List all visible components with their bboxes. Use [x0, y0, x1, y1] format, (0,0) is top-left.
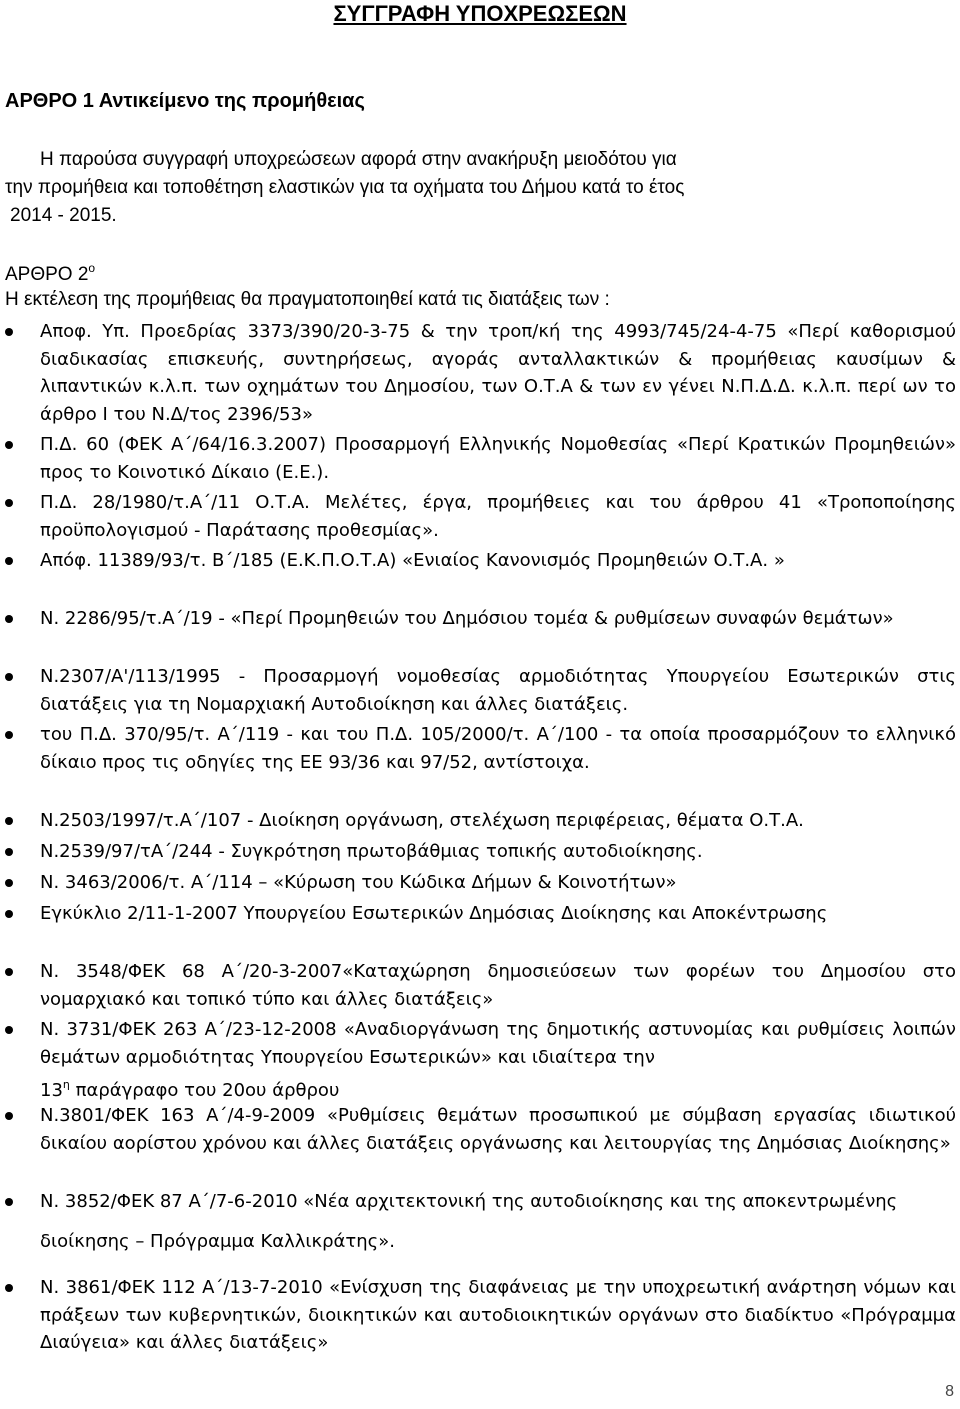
article-2-intro: Η εκτέλεση της προμήθειας θα πραγματοποιηθεί κατά τις διατάξεις των : — [5, 289, 610, 310]
law-text: Π.Δ. 60 (ΦΕΚ Α΄/64/16.3.2007) Προσαρμογή Ελληνικής Νομοθεσίας «Περί Κρατικών Προμηθειών» προς το Κοινοτικό Δίκαιο (Ε.Ε.). — [40, 434, 956, 483]
law-text-tail — [40, 1071, 956, 1105]
paragraph-number-sup: η — [62, 1078, 70, 1092]
bullet-icon — [5, 1198, 13, 1206]
list-item — [0, 900, 960, 955]
law-text: Ν.2539/97/τΑ΄/244 - Συγκρότηση πρωτοβάθμιας τοπικής αυτοδιοίκησης. — [40, 841, 703, 862]
bullet-icon — [5, 910, 13, 918]
list-item — [0, 318, 960, 428]
law-text: Ν. 2286/95/τ.Α΄/19 - «Περί Προμηθειών του Δημόσιου τομέα & ρυθμίσεων συναφών θεμάτων» — [40, 608, 894, 629]
list-item — [0, 958, 960, 1013]
page-number: 8 — [945, 1383, 954, 1400]
bullet-icon — [5, 879, 13, 887]
law-text: Ν. 3852/ΦΕΚ 87 Α΄/7-6-2010 «Νέα αρχιτεκτονική της αυτοδιοίκησης και της αποκεντρωμένης — [40, 1191, 898, 1212]
law-text: του Π.Δ. 370/95/τ. Α΄/119 - και του Π.Δ. 105/2000/τ. Α΄/100 - τα οποία προσαρμόζουν το ελληνικό δίκαιο προς τις οδηγίες της ΕΕ 93/36 και 97/52, αντίστοιχα. — [40, 724, 956, 773]
bullet-icon — [5, 441, 13, 449]
list-item — [0, 489, 960, 544]
list-item — [0, 1102, 960, 1185]
list-item — [0, 721, 960, 804]
bullet-icon — [5, 615, 13, 623]
article-2-heading-sup: ο — [88, 261, 96, 275]
bullet-icon — [5, 673, 13, 681]
article-1-body-line-2: την προμήθεια και τοποθέτηση ελαστικών για τα οχήματα του Δήμου κατά το έτος — [5, 177, 685, 198]
law-text: Ν.3801/ΦΕΚ 163 Α΄/4-9-2009 «Ρυθμίσεις θεμάτων προσωπικού με σύμβαση εργασίας ιδιωτικού δικαίου αορίστου χρόνου και άλλες διατάξεις οργάνωσης και λειτουργίας της Δημόσιας Διοίκησης» — [40, 1105, 956, 1154]
list-item — [0, 431, 960, 486]
list-item — [0, 869, 960, 897]
list-item — [0, 807, 960, 835]
article-1-body-line-3: 2014 - 2015. — [10, 205, 117, 226]
bullet-icon — [5, 1284, 13, 1292]
article-1-body-line-1: Η παρούσα συγγραφή υποχρεώσεων αφορά στην ανακήρυξη μειοδότου για — [40, 149, 677, 170]
list-item — [0, 547, 960, 602]
law-text: Π.Δ. 28/1980/τ.Α΄/11 Ο.Τ.Α. Μελέτες, έργα, προμήθειες και του άρθρου 41 «Τροποποίησης προϋπολογισμού - Παράτασης προθεσμίας». — [40, 492, 956, 541]
article-2-heading-text: ΑΡΘΡΟ 2 — [5, 264, 89, 285]
bullet-icon — [5, 848, 13, 856]
list-item — [0, 1188, 960, 1271]
page-title: ΣΥΓΓΡΑΦΗ ΥΠΟΧΡΕΩΣΕΩΝ — [333, 1, 627, 26]
article-1-heading: ΑΡΘΡΟ 1 Αντικείμενο της προμήθειας — [5, 90, 365, 112]
bullet-icon — [5, 499, 13, 507]
article-2-heading — [5, 254, 95, 289]
law-text: Ν. 3548/ΦΕΚ 68 Α΄/20-3-2007«Καταχώρηση δημοσιεύσεων των φορέων του Δημοσίου στο νομαρχιακό και τοπικό τύπο και άλλες διατάξεις» — [40, 961, 956, 1010]
law-text: Απόφ. 11389/93/τ. Β΄/185 (Ε.Κ.Π.Ο.Τ.Α) «Ενιαίος Κανονισμός Προμηθειών Ο.Τ.Α. » — [40, 550, 785, 571]
bullet-icon — [5, 817, 13, 825]
list-item — [0, 605, 960, 660]
law-text: Ν. 3731/ΦΕΚ 263 Α΄/23-12-2008 «Αναδιοργάνωση της δημοτικής αστυνομίας και ρυθμίσεις λοιπών θεμάτων αρμοδιότητας Υπουργείου Εσωτερικών» και ιδιαίτερα την — [40, 1019, 956, 1068]
law-text-continuation: διοίκησης – Πρόγραμμα Καλλικράτης». — [40, 1230, 395, 1252]
list-item — [0, 838, 960, 866]
bullet-icon — [5, 1112, 13, 1120]
law-text: Ν.2503/1997/τ.Α΄/107 - Διοίκηση οργάνωση, στελέχωση περιφέρειας, θέματα Ο.Τ.Α. — [40, 810, 804, 831]
list-item — [0, 1016, 960, 1102]
list-item — [0, 1274, 960, 1357]
paragraph-number: 13 — [40, 1080, 63, 1102]
law-list — [0, 318, 960, 1360]
bullet-icon — [5, 731, 13, 739]
bullet-icon — [5, 1026, 13, 1034]
law-text: Αποφ. Υπ. Προεδρίας 3373/390/20-3-75 & την τροπ/κή της 4993/745/24-4-75 «Περί καθορισμού διαδικασίας επισκευής, συντηρήσεως, αγοράς ανταλλακτικών & προμήθειας καυσίμων & λιπαντικών κ.λ.π. των οχημάτων του Δημοσίου, των Ο.Τ.Α & των εν γένει Ν.Π.Δ.Δ. κ.λ.π. περί ων το άρθρο I του Ν.Δ/τος 2396/53» — [40, 321, 956, 425]
list-item — [0, 663, 960, 718]
law-text: Εγκύκλιο 2/11-1-2007 Υπουργείου Εσωτερικών Δημόσιας Διοίκησης και Αποκέντρωσης — [40, 903, 828, 924]
bullet-icon — [5, 557, 13, 565]
paragraph-rest: παράγραφο του 20ου άρθρου — [69, 1080, 340, 1102]
law-text: Ν.2307/Α'/113/1995 - Προσαρμογή νομοθεσίας αρμοδιότητας Υπουργείου Εσωτερικών στις διατάξεις για τη Νομαρχιακή Αυτοδιοίκηση και άλλες διατάξεις. — [40, 666, 956, 715]
law-text: Ν. 3463/2006/τ. Α΄/114 – «Κύρωση του Κώδικα Δήμων & Κοινοτήτων» — [40, 872, 677, 893]
bullet-icon — [5, 968, 13, 976]
bullet-icon — [5, 328, 13, 336]
law-text: Ν. 3861/ΦΕΚ 112 Α΄/13-7-2010 «Ενίσχυση της διαφάνειας με την υποχρεωτική ανάρτηση νόμων και πράξεων των κυβερνητικών, διοικητικών και αυτοδιοικητικών οργάνων στο διαδίκτυο «Πρόγραμμα Διαύγεια» και άλλες διατάξεις» — [40, 1277, 956, 1354]
